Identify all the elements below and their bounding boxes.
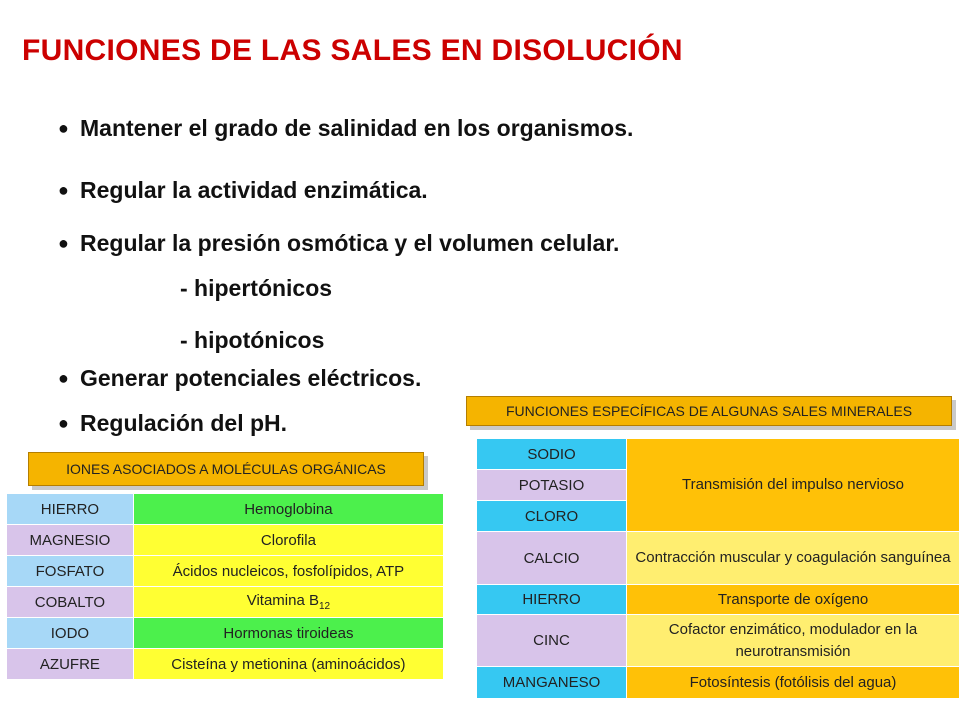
bullet-icon: ● [58, 233, 69, 253]
function-cell: Cofactor enzimático, modulador en la neurotransmisión [627, 615, 960, 667]
sub-item-hipotonicos: - hipotónicos [180, 327, 325, 353]
function-cell: Transmisión del impulso nervioso [627, 439, 960, 532]
table-row [477, 439, 960, 470]
bullet-regulacion-ph: ● Regulación del pH. [58, 410, 288, 436]
molecule-cell: Clorofila [133, 525, 443, 556]
left-table-header: IONES ASOCIADOS A MOLÉCULAS ORGÁNICAS [28, 452, 424, 486]
bullet-potenciales-electricos: ● Generar potenciales eléctricos. [58, 365, 422, 391]
function-cell: Transporte de oxígeno [627, 585, 960, 615]
page-title: FUNCIONES DE LAS SALES EN DISOLUCIÓN [22, 34, 683, 67]
sub-item-hipertonicos: - hipertónicos [180, 275, 333, 301]
ion-cell: FOSFATO [7, 556, 134, 587]
ions-organic-molecules-table [6, 493, 444, 680]
table-row [7, 649, 444, 680]
bullet-actividad-enzimatica: ● Regular la actividad enzimática. [58, 177, 428, 203]
bullet-icon: ● [58, 118, 69, 138]
ion-cell: AZUFRE [7, 649, 134, 680]
molecule-cell: Hemoglobina [133, 494, 443, 525]
table-row [7, 525, 444, 556]
table-row [7, 587, 444, 618]
table-row [477, 532, 960, 585]
bullet-icon: ● [58, 413, 69, 433]
ion-cell: COBALTO [7, 587, 134, 618]
right-table-header: FUNCIONES ESPECÍFICAS DE ALGUNAS SALES MINERALES [466, 396, 952, 426]
function-cell: Contracción muscular y coagulación sanguínea [627, 532, 960, 585]
mineral-salts-functions-table [476, 438, 960, 699]
molecule-cell: Vitamina $B_{12}$ [133, 587, 443, 618]
molecule-cell: Ácidos nucleicos, fosfolípidos, ATP [133, 556, 443, 587]
function-cell: Fotosíntesis (fotólisis del agua) [627, 667, 960, 699]
bullet-salinidad: ● Mantener el grado de salinidad en los organismos. [58, 115, 634, 141]
ion-cell: HIERRO [7, 494, 134, 525]
ion-cell: POTASIO [477, 470, 627, 501]
table-row [477, 667, 960, 699]
ion-cell: IODO [7, 618, 134, 649]
table-row [7, 494, 444, 525]
ion-cell: CINC [477, 615, 627, 667]
molecule-cell: Cisteína y metionina (aminoácidos) [133, 649, 443, 680]
table-row [7, 618, 444, 649]
bullet-presion-osmotica: ● Regular la presión osmótica y el volumen celular. [58, 230, 620, 256]
ion-cell: MANGANESO [477, 667, 627, 699]
bullet-icon: ● [58, 180, 69, 200]
ion-cell: CLORO [477, 501, 627, 532]
molecule-cell: Hormonas tiroideas [133, 618, 443, 649]
ion-cell: HIERRO [477, 585, 627, 615]
table-row [477, 585, 960, 615]
ion-cell: CALCIO [477, 532, 627, 585]
ion-cell: MAGNESIO [7, 525, 134, 556]
bullet-icon: ● [58, 368, 69, 388]
table-row [477, 615, 960, 667]
ion-cell: SODIO [477, 439, 627, 470]
table-row [7, 556, 444, 587]
